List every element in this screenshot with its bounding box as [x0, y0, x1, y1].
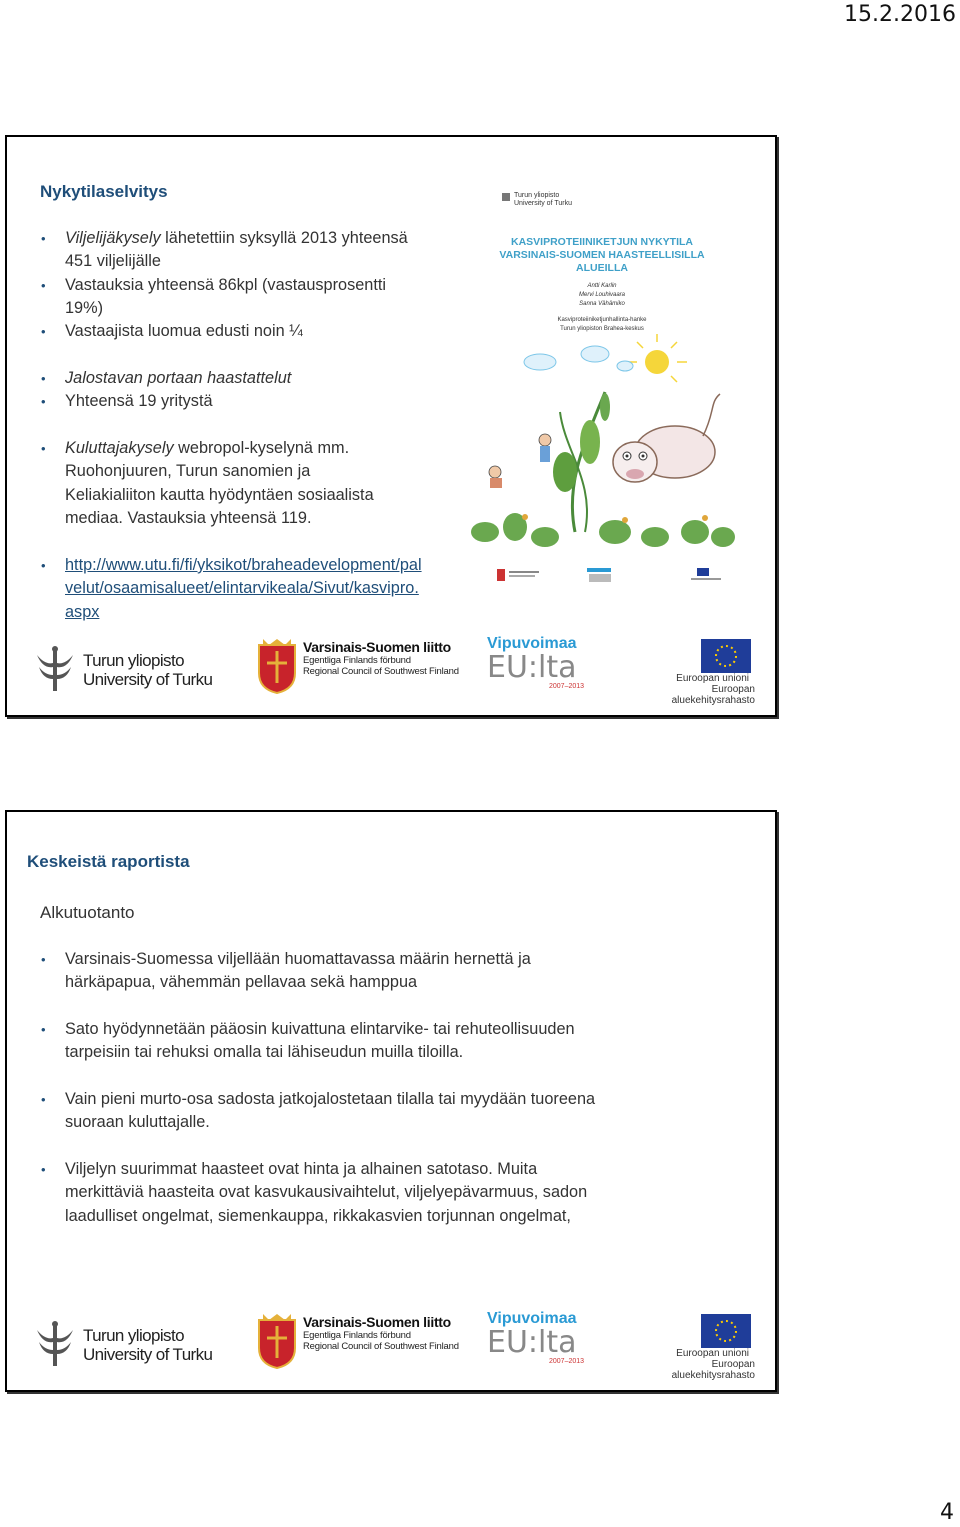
slide-title: Keskeistä raportista: [27, 852, 190, 871]
bullet-item: • Jalostavan portaan haastattelut: [40, 367, 425, 390]
vipuvoimaa-eu-logo: Vipuvoimaa EU:lta 2007–2013: [487, 635, 585, 690]
bullet-item: • Vastauksia yhteensä 86kpl (vastausprosentti 19%): [40, 274, 425, 321]
eu-flag-icon: [701, 639, 751, 673]
bullet-list: [40, 1158, 610, 1228]
utu-emblem-icon: [33, 1320, 77, 1370]
header-date: 15.2.2016: [844, 2, 956, 27]
bullet-list: [40, 367, 425, 414]
vs-crest-icon: [497, 569, 505, 581]
page-number: 4: [940, 1500, 954, 1525]
bullet-item: • Sato hyödynnetään pääosin kuivattuna elintarvike- tai rehuteollisuuden tarpeisiin tai rehuksi omalla tai lähiseudun muilla tiloilla.: [40, 1018, 640, 1065]
bullet-item: • Vastaajista luomua edusti noin ¼: [40, 320, 425, 343]
varsinais-suomen-liitto-logo: Varsinais-Suomen liitto Egentliga Finlands förbund Regional Council of Southwest Finland: [257, 1314, 459, 1370]
footer-logos: [7, 1308, 775, 1390]
bullet-item: • Viljelijäkysely lähetettiin syksyllä 2013 yhteensä 451 viljelijälle: [40, 227, 425, 274]
link-list: [40, 554, 425, 624]
cover-authors: Antti Karlin Mervi Louhivaara Sanna Vähämiko: [578, 283, 626, 307]
vs-crest-icon: [257, 1314, 297, 1370]
bullet-list: [40, 948, 610, 995]
cover-illustration: [465, 332, 739, 562]
utu-emblem-icon: [501, 192, 511, 202]
bullet-item: • Varsinais-Suomessa viljellään huomattavassa määrin hernettä ja härkäpapua, vähemmän pellavaa sekä hamppua: [40, 948, 610, 995]
bullet-list: [40, 437, 390, 530]
eu-logo: Euroopan unioni Euroopan aluekehitysrahasto: [627, 639, 767, 706]
cover-title: KASVIPROTEIINIKETJUN NYKYTILA VARSINAIS-SUOMEN HAASTEELLISILLA ALUEILLA: [499, 236, 705, 274]
slide-title: Nykytilaselvitys: [40, 182, 168, 201]
cover-utu-logo: Turun yliopisto University of Turku: [501, 192, 572, 208]
utu-emblem-icon: [33, 645, 77, 695]
vs-crest-icon: [257, 639, 297, 695]
bullet-item: • Kuluttajakysely webropol-kyselynä mm. Ruohonjuuren, Turun sanomien ja Keliakialiiton kautta hyödyntäen sosiaalista mediaa. Vastauksia yhteensä 119.: [40, 437, 390, 530]
bullet-list: [40, 1018, 640, 1065]
eu-logo: Euroopan unioni Euroopan aluekehitysrahasto: [627, 1314, 767, 1381]
bullet-item: • Yhteensä 19 yritystä: [40, 390, 425, 413]
vipuvoimaa-eu-logo: Vipuvoimaa EU:lta 2007–2013: [487, 1310, 585, 1365]
bullet-item: • Vain pieni murto-osa sadosta jatkojalostetaan tilalla tai myydään tuoreena suoraan kuluttajalle.: [40, 1088, 610, 1135]
slide-nykytilaselvitys: [5, 135, 777, 717]
utu-logo: Turun yliopisto University of Turku: [33, 1320, 212, 1370]
cover-organisation: Kasviproteiiniketjunhallinta-hanke Turun yliopiston Brahea-keskus: [557, 317, 647, 332]
report-link[interactable]: http://www.utu.fi/fi/yksikot/braheadevelopment/palvelut/osaamisalueet/elintarvikeala/Sivut/kasvipro.aspx: [65, 556, 422, 621]
varsinais-suomen-liitto-logo: Varsinais-Suomen liitto Egentliga Finlands förbund Regional Council of Southwest Finland: [257, 639, 459, 695]
bullet-item: • Viljelyn suurimmat haasteet ovat hinta ja alhainen satotaso. Muita merkittäviä haasteita ovat kasvukausivaihtelut, viljelyepävarmuus, sadon laadulliset ongelmat, siemenkauppa, rikkakasvien torjunnan ongelmat,: [40, 1158, 610, 1228]
bullet-list: [40, 227, 425, 343]
utu-logo: Turun yliopisto University of Turku: [33, 645, 212, 695]
bullet-item: [40, 554, 425, 624]
slide-subtitle: Alkutuotanto: [40, 903, 135, 922]
cover-logos: [495, 566, 735, 586]
report-cover: [465, 182, 763, 590]
eu-flag-icon: [701, 1314, 751, 1348]
slide-keskeista-raportista: [5, 810, 777, 1392]
bullet-list: [40, 1088, 610, 1135]
eu-flag-icon: [697, 568, 709, 576]
footer-logos: [7, 633, 775, 715]
